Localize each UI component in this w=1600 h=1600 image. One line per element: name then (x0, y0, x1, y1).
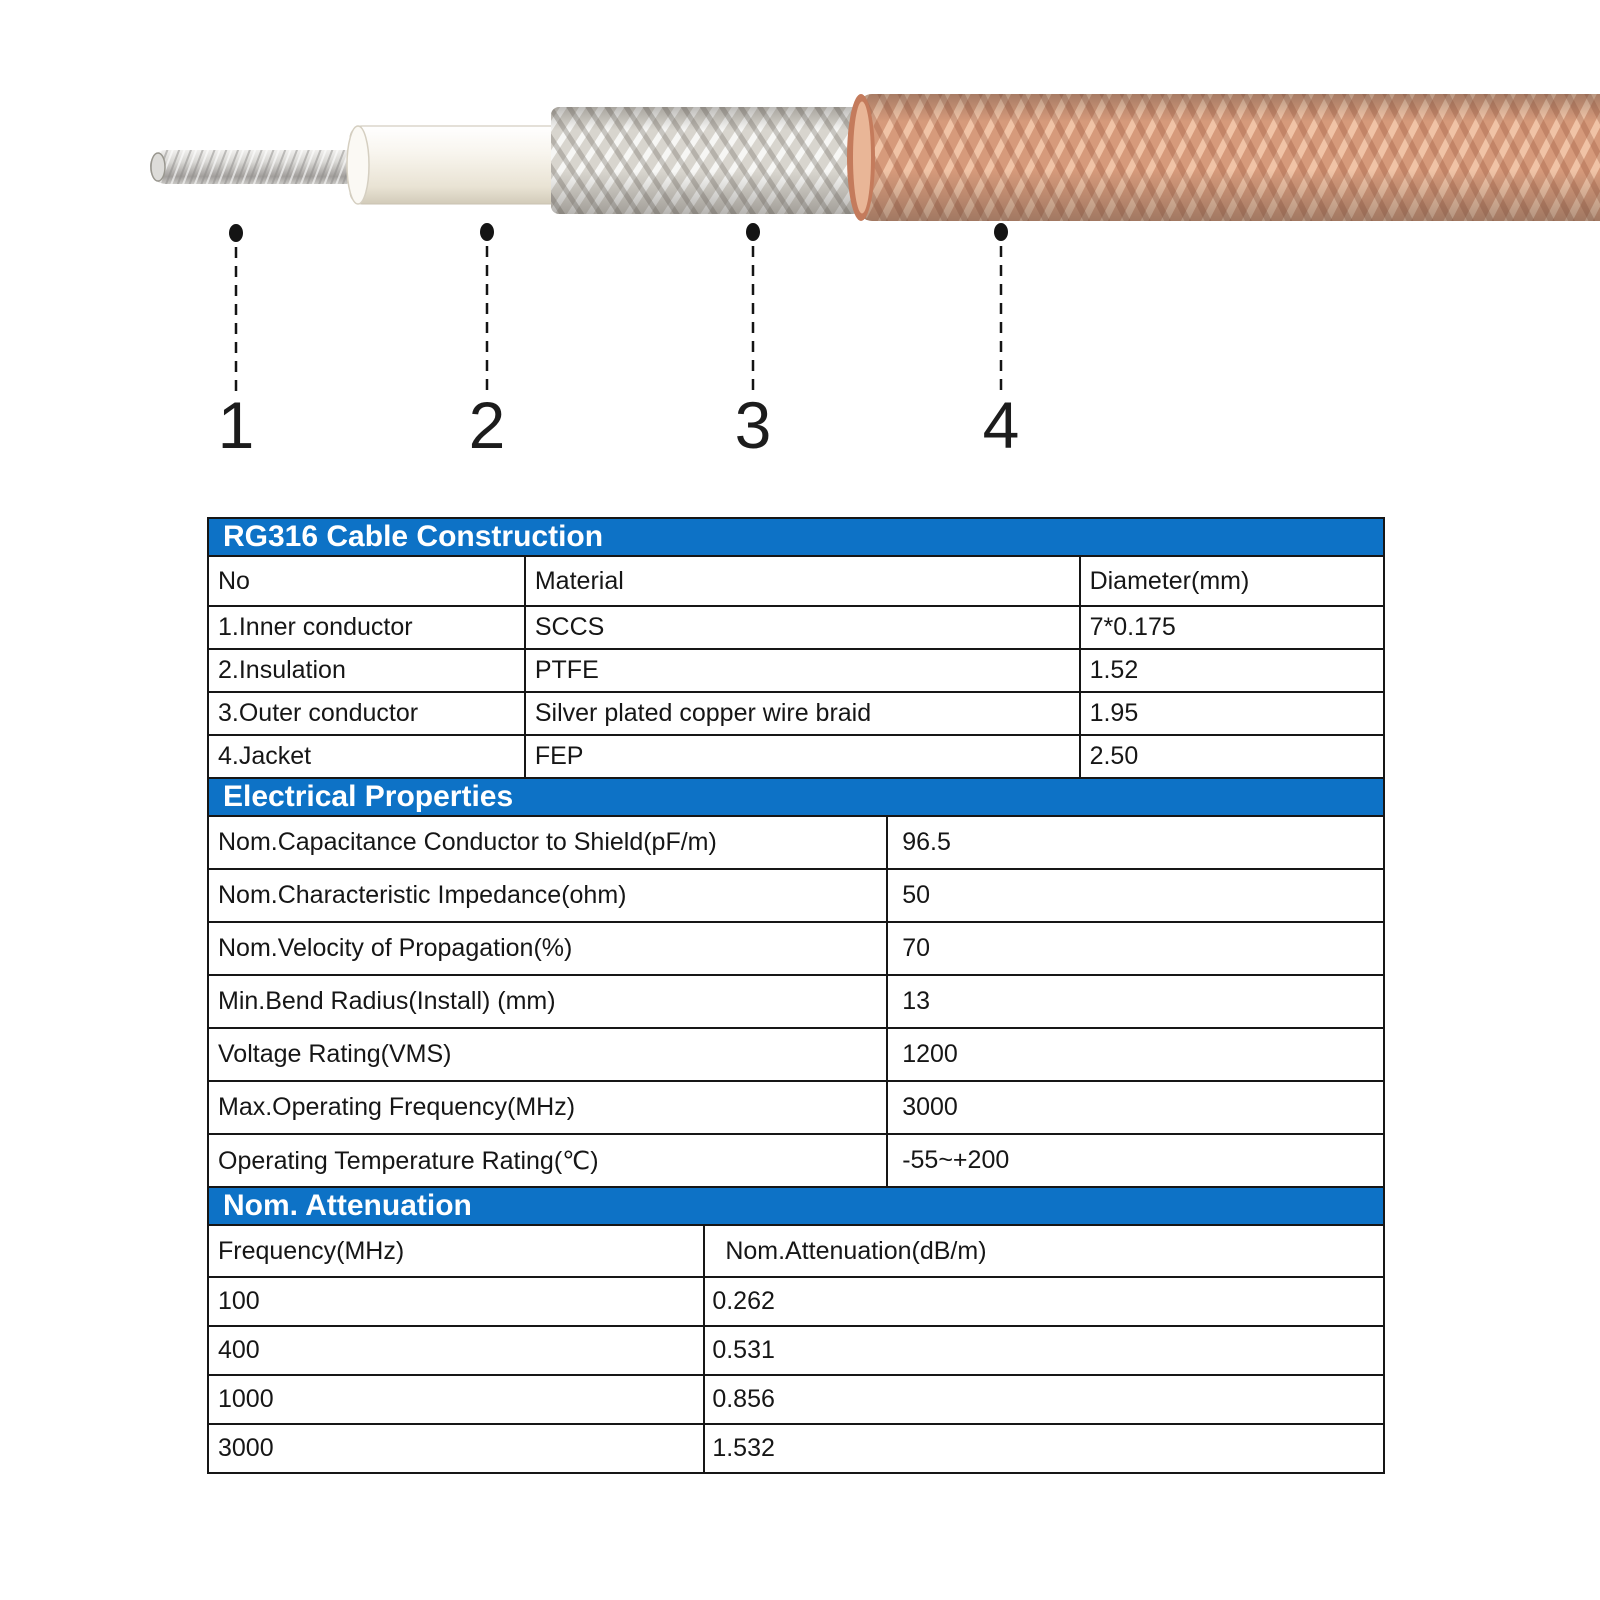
cell-value: 1200 (887, 1028, 1384, 1081)
table-row (208, 606, 1384, 649)
table-row (208, 1028, 1384, 1081)
jacket-rim-inner (853, 102, 871, 214)
callout-number-1: 1 (217, 388, 255, 462)
col-header-material: Material (525, 556, 1080, 606)
cell-attenuation: 0.531 (704, 1326, 1384, 1375)
callout-number-2: 2 (468, 388, 506, 462)
cell-value: 3000 (887, 1081, 1384, 1134)
table-row (208, 692, 1384, 735)
table-row (208, 975, 1384, 1028)
attenuation-title: Nom. Attenuation (223, 1189, 472, 1222)
jacket-layer (847, 94, 1600, 221)
insulation-end-face (347, 126, 369, 204)
cell-diameter: 1.95 (1080, 692, 1384, 735)
table-row (208, 735, 1384, 778)
cell-frequency: 400 (208, 1326, 704, 1375)
table-header-row (208, 1225, 1384, 1277)
cell-material: FEP (525, 735, 1080, 778)
callout-number-4: 4 (982, 388, 1020, 462)
cell-frequency: 1000 (208, 1375, 704, 1424)
inner-conductor-layer (150, 150, 372, 184)
electrical-title-bar (207, 777, 1385, 817)
cell-material: PTFE (525, 649, 1080, 692)
attenuation-table (207, 1224, 1385, 1474)
table-row (208, 1424, 1384, 1473)
cell-value: 13 (887, 975, 1384, 1028)
table-row (208, 649, 1384, 692)
cell-property: Operating Temperature Rating(℃) (208, 1134, 887, 1187)
cell-property: Nom.Characteristic Impedance(ohm) (208, 869, 887, 922)
cell-frequency: 100 (208, 1277, 704, 1326)
cell-no: 4.Jacket (208, 735, 525, 778)
cell-diameter: 2.50 (1080, 735, 1384, 778)
cell-material: SCCS (525, 606, 1080, 649)
callout-dot-3 (746, 223, 760, 241)
cell-value: -55~+200 (887, 1134, 1384, 1187)
table-row (208, 1326, 1384, 1375)
construction-table (207, 555, 1385, 779)
cell-value: 70 (887, 922, 1384, 975)
cell-value: 96.5 (887, 816, 1384, 869)
attenuation-title-bar (207, 1186, 1385, 1226)
insulation-layer (347, 126, 568, 204)
callout-dot-4 (994, 223, 1008, 241)
col-header-attenuation: Nom.Attenuation(dB/m) (704, 1225, 1384, 1277)
electrical-table (207, 815, 1385, 1188)
col-header-diameter: Diameter(mm) (1080, 556, 1384, 606)
table-header-row (208, 556, 1384, 606)
cell-property: Nom.Velocity of Propagation(%) (208, 922, 887, 975)
cell-property: Min.Bend Radius(Install) (mm) (208, 975, 887, 1028)
cell-frequency: 3000 (208, 1424, 704, 1473)
table-row (208, 1375, 1384, 1424)
table-row (208, 869, 1384, 922)
construction-title: RG316 Cable Construction (223, 520, 604, 553)
table-row (208, 816, 1384, 869)
cell-diameter: 1.52 (1080, 649, 1384, 692)
table-row (208, 922, 1384, 975)
wire-tip (151, 153, 165, 181)
callout-dot-2 (480, 223, 494, 241)
col-header-frequency: Frequency(MHz) (208, 1225, 704, 1277)
cell-value: 50 (887, 869, 1384, 922)
callout-dot-1 (229, 224, 243, 242)
cell-no: 2.Insulation (208, 649, 525, 692)
cell-diameter: 7*0.175 (1080, 606, 1384, 649)
electrical-title: Electrical Properties (223, 780, 514, 813)
cell-attenuation: 0.262 (704, 1277, 1384, 1326)
cable-construction-figure (0, 0, 1600, 470)
cell-no: 1.Inner conductor (208, 606, 525, 649)
cell-property: Nom.Capacitance Conductor to Shield(pF/m) (208, 816, 887, 869)
cell-property: Max.Operating Frequency(MHz) (208, 1081, 887, 1134)
table-row (208, 1081, 1384, 1134)
spec-sheet (207, 517, 1385, 1474)
col-header-no: No (208, 556, 525, 606)
outer-conductor-layer (551, 107, 875, 214)
cell-no: 3.Outer conductor (208, 692, 525, 735)
construction-title-bar (207, 517, 1385, 557)
cell-attenuation: 1.532 (704, 1424, 1384, 1473)
cell-property: Voltage Rating(VMS) (208, 1028, 887, 1081)
table-row (208, 1134, 1384, 1187)
callout-markers (229, 223, 1008, 392)
cell-attenuation: 0.856 (704, 1375, 1384, 1424)
callout-number-3: 3 (734, 388, 772, 462)
table-row (208, 1277, 1384, 1326)
cell-material: Silver plated copper wire braid (525, 692, 1080, 735)
